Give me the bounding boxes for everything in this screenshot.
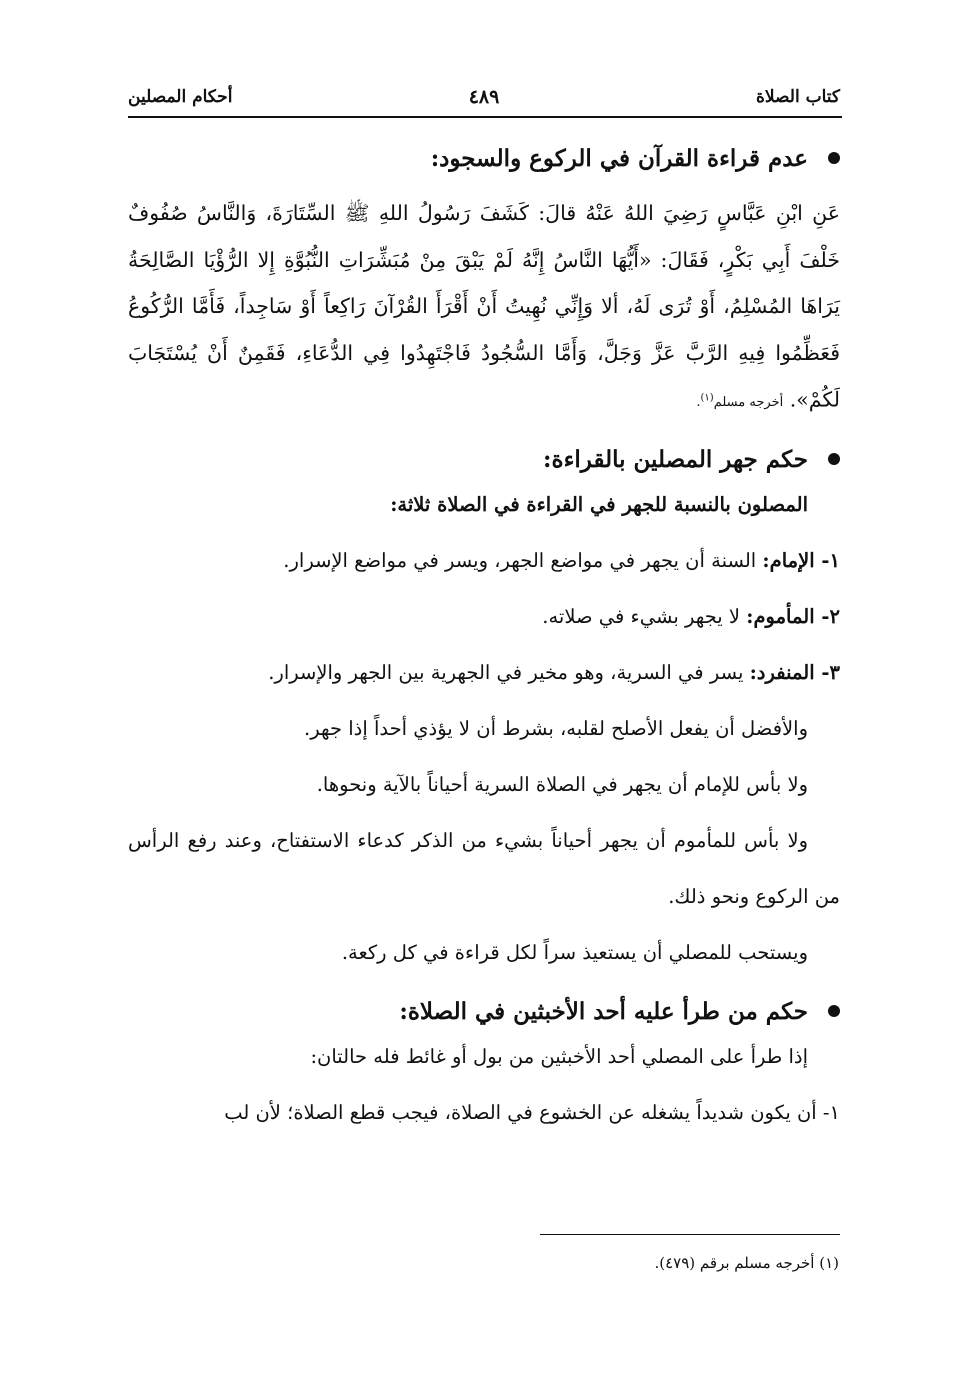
- list-item: [128, 547, 840, 575]
- body-paragraph: ولا بأس للمأموم أن يجهر أحياناً بشيء من الذكر كدعاء الاستفتاح، وعند رفع الرأس من الركوع ونحو ذلك.: [128, 828, 840, 908]
- intro-paragraph: المصلون بالنسبة للجهر في القراءة في الصلاة ثلاثة:: [390, 492, 808, 516]
- body-paragraph: ١- أن يكون شديداً يشغله عن الخشوع في الصلاة، فيجب قطع الصلاة؛ لأن لب: [224, 1100, 840, 1124]
- bullet-icon: [828, 453, 840, 465]
- body-paragraph: إذا طرأ على المصلي أحد الأخبثين من بول أو غائط فله حالتان:: [310, 1044, 808, 1068]
- hadith-text: عَنِ ابْنِ عَبَّاسٍ رَضِيَ اللهُ عَنْهُ قالَ: كَشَفَ رَسُولُ اللهِ ﷺ السِّتَارَةَ، وَالنَّاسُ صُفُوفٌ خَلْفَ أَبِي بَكْرٍ، فَقَالَ: «أَيُّهَا النَّاسُ إِنَّهُ لَمْ يَبْقَ مِنْ مُبَشِّرَاتِ النُّبُوَّةِ إِلا الرُّؤْيَا الصَّالِحَةُ يَرَاهَا المُسْلِمُ، أَوْ تُرَى لَهُ، ألا وَإِنِّي نُهِيتُ أَنْ أَقْرَأَ القُرْآنَ رَاكِعاً أَوْ سَاجِداً، فَأَمَّا الرُّكُوعُ فَعَظِّمُوا فِيهِ الرَّبَّ عَزَّ وَجَلَّ، وَأَمَّا السُّجُودُ فَاجْتَهِدُوا فِي الدُّعَاءِ، فَقَمِنٌ أَنْ يُسْتَجَابَ لَكُمْ».: [128, 201, 840, 412]
- header-chapter-title: أحكام المصلين: [128, 87, 233, 107]
- section-heading: [128, 142, 840, 176]
- section-heading-text: عدم قراءة القرآن في الركوع والسجود:: [430, 145, 808, 172]
- list-item-label: ١- الإمام:: [762, 548, 840, 572]
- list-item-label: ٢- المأموم:: [746, 604, 840, 628]
- page-body: [128, 142, 840, 1155]
- footnote-marker: (١): [700, 393, 714, 404]
- list-item: [128, 603, 840, 631]
- header-book-title: كتاب الصلاة: [755, 87, 840, 107]
- list-item: [128, 659, 840, 687]
- section-heading-text: حكم من طرأ عليه أحد الأخبثين في الصلاة:: [399, 997, 808, 1025]
- section-heading-text: حكم جهر المصلين بالقراءة:: [543, 445, 808, 473]
- section-heading: [128, 443, 840, 477]
- footnote-rule: [540, 1234, 840, 1235]
- body-paragraph: ولا بأس للإمام أن يجهر في الصلاة السرية أحياناً بالآية ونحوها.: [316, 772, 808, 796]
- footnote: (١) أخرجه مسلم برقم (٤٧٩).: [654, 1254, 839, 1272]
- list-item-text: لا يجهر بشيء في صلاته.: [542, 604, 747, 628]
- body-paragraph: ويستحب للمصلي أن يستعيذ سراً لكل قراءة في كل ركعة.: [341, 940, 808, 964]
- bullet-icon: [828, 1005, 840, 1017]
- hadith-source-text: أخرجه مسلم: [713, 395, 784, 411]
- running-header: [128, 84, 840, 116]
- section-heading: [128, 995, 840, 1029]
- hadith-paragraph: [128, 190, 840, 427]
- list-item-text: السنة أن يجهر في مواضع الجهر، ويسر في مواضع الإسرار.: [283, 548, 763, 572]
- list-item-label: ٣- المنفرد:: [749, 660, 840, 684]
- header-rule: [128, 116, 842, 118]
- page-number: ٤٨٩: [468, 86, 500, 108]
- hadith-source: أخرجه مسلم$^{(١)}$.: [696, 393, 784, 411]
- list-item-text: يسر في السرية، وهو مخير في الجهرية بين الجهر والإسرار.: [268, 660, 750, 684]
- body-paragraph: والأفضل أن يفعل الأصلح لقلبه، بشرط أن لا يؤذي أحداً إذا جهر.: [304, 716, 808, 740]
- bullet-icon: [828, 152, 840, 164]
